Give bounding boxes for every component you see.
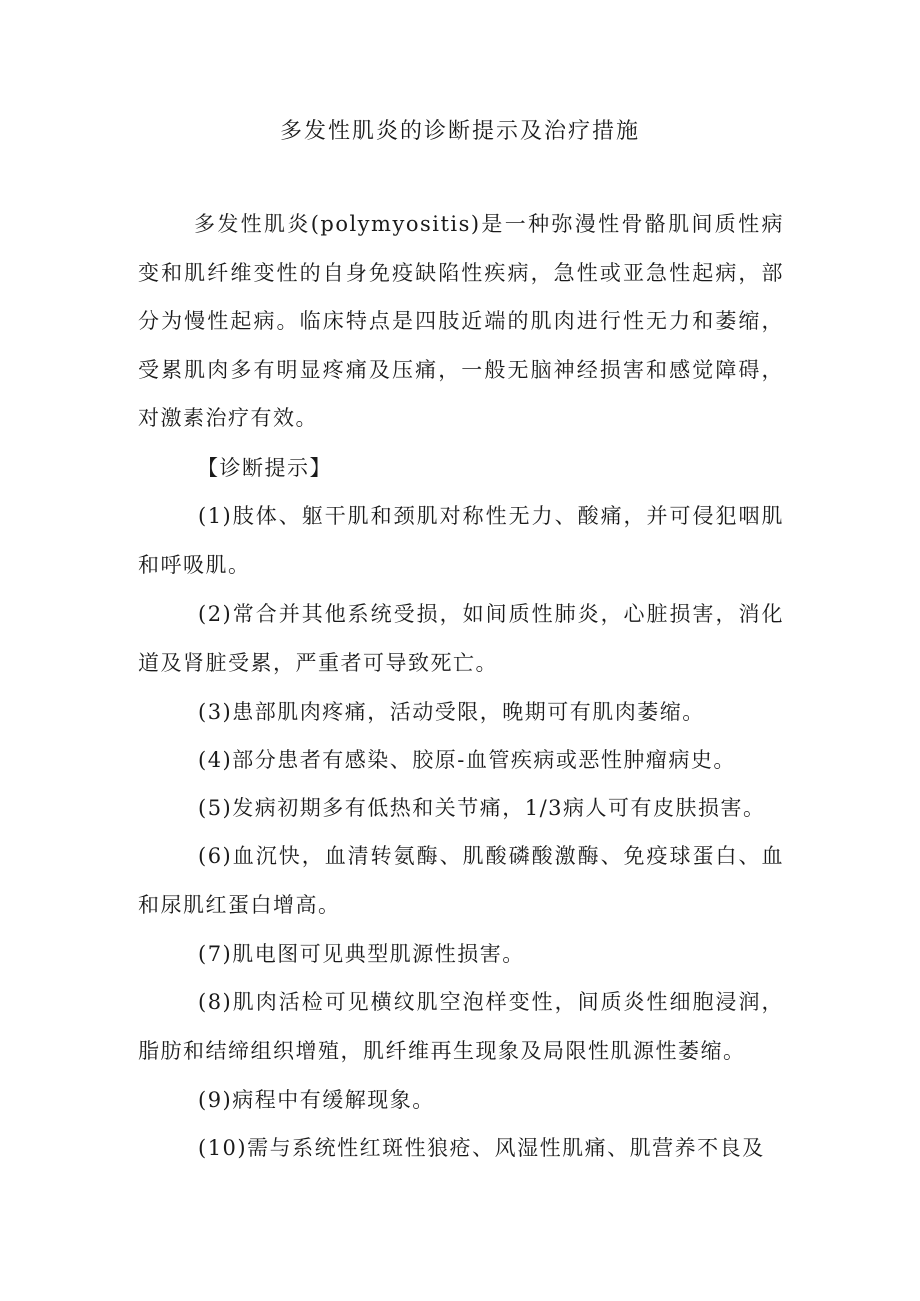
intro-paragraph: 多发性肌炎(polymyositis)是一种弥漫性骨骼肌间质性病变和肌纤维变性的自身免疫缺陷性疾病，急性或亚急性起病，部分为慢性起病。临床特点是四肢近端的肌肉进行性无力和萎缩，受累肌肉多有明显疼痛及压痛，一般无脑神经损害和感觉障碍，对激素治疗有效。 bbox=[138, 212, 784, 430]
diagnosis-item-5: (5)发病初期多有低热和关节痛，1/3病人可有皮肤损害。 bbox=[198, 796, 766, 820]
diagnosis-item-4: (4)部分患者有感染、胶原-血管疾病或恶性肿瘤病史。 bbox=[198, 748, 736, 772]
section-heading-diagnosis: 【诊断提示】 bbox=[197, 456, 332, 480]
diagnosis-item-3: (3)患部肌肉疼痛，活动受限，晚期可有肌肉萎缩。 bbox=[198, 700, 705, 724]
diagnosis-item-7: (7)肌电图可见典型肌源性损害。 bbox=[198, 942, 525, 966]
diagnosis-item-10: (10)需与系统性红斑性狼疮、风湿性肌痛、肌营养不良及 bbox=[198, 1136, 765, 1160]
diagnosis-item-6: (6)血沉快，血清转氨酶、肌酸磷酸激酶、免疫球蛋白、血和尿肌红蛋白增高。 bbox=[138, 844, 784, 917]
diagnosis-item-2: (2)常合并其他系统受损，如间质性肺炎，心脏损害，消化道及肾脏受累，严重者可导致死亡。 bbox=[138, 602, 784, 675]
document-title: 多发性肌炎的诊断提示及治疗措施 bbox=[279, 119, 640, 144]
diagnosis-item-8: (8)肌肉活检可见横纹肌空泡样变性，间质炎性细胞浸润，脂肪和结缔组织增殖，肌纤维再生现象及局限性肌源性萎缩。 bbox=[138, 990, 784, 1063]
diagnosis-item-9: (9)病程中有缓解现象。 bbox=[198, 1088, 435, 1112]
diagnosis-item-1: (1)肢体、躯干肌和颈肌对称性无力、酸痛，并可侵犯咽肌和呼吸肌。 bbox=[138, 504, 784, 577]
